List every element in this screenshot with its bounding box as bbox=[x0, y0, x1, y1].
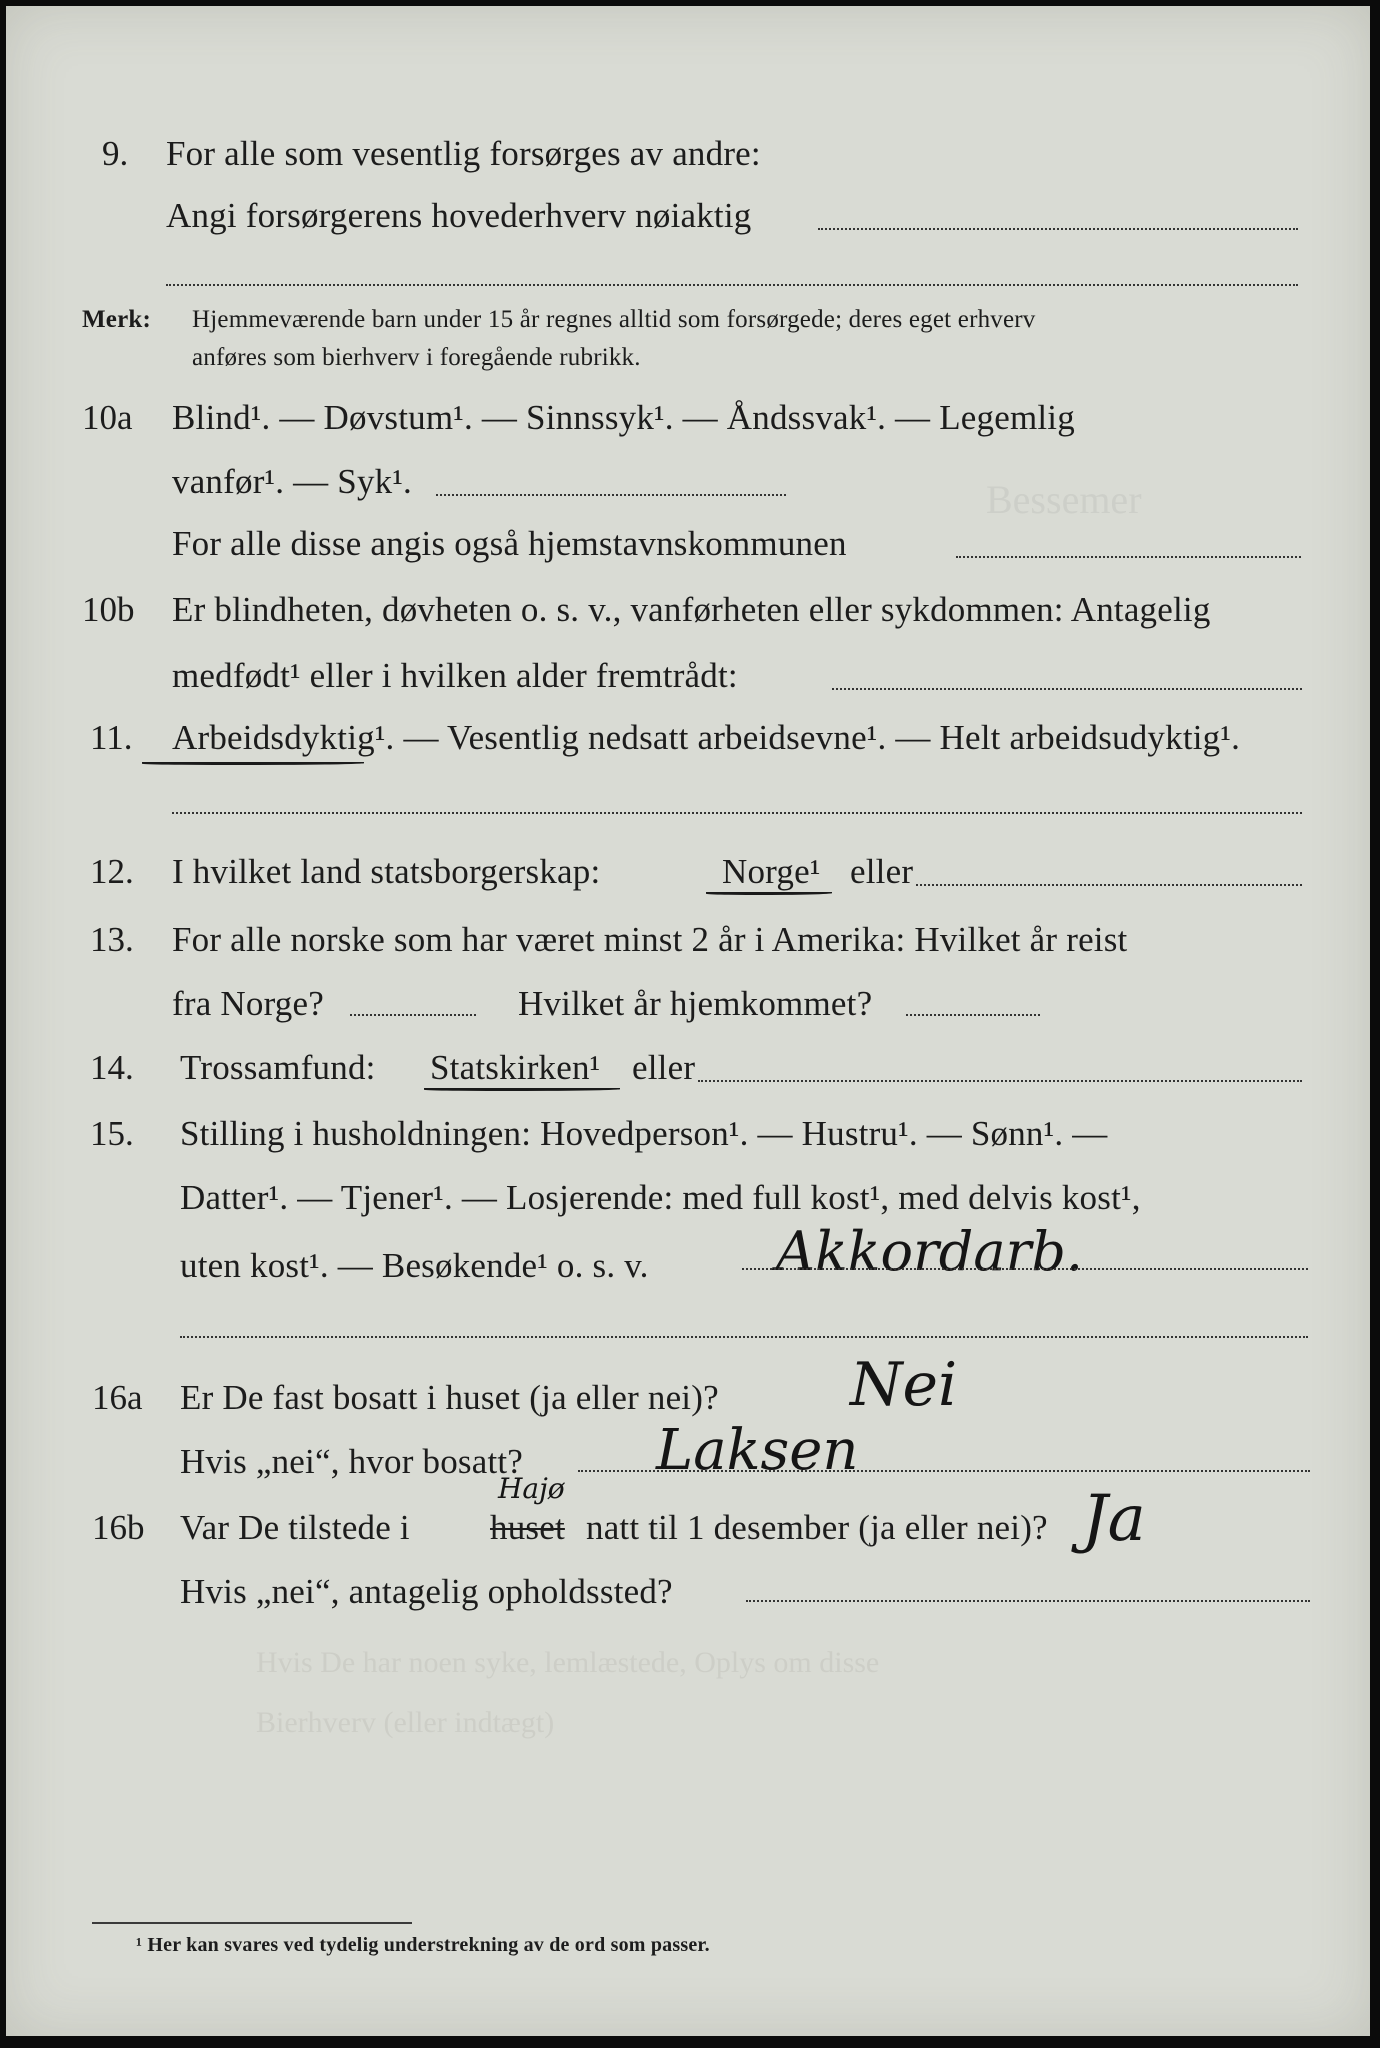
q16b-handwritten-answer1: Ja bbox=[1082, 1482, 1146, 1556]
q14-suffix: eller bbox=[632, 1048, 696, 1087]
q9-number: 9. bbox=[102, 134, 129, 173]
q13-line1: For alle norske som har været minst 2 år i Amerika: Hvilket år reist bbox=[172, 920, 1128, 959]
q16a-residence-line[interactable] bbox=[578, 1470, 1310, 1472]
q15-line1: Stilling i husholdningen: Hovedperson¹. — Hustru¹. — Sønn¹. — bbox=[180, 1114, 1108, 1153]
q10a-line2: vanfør¹. — Syk¹. bbox=[172, 462, 412, 501]
q11-line1: Arbeidsdyktig¹. — Vesentlig nedsatt arbeidsevne¹. — Helt arbeidsudyktig¹. bbox=[172, 718, 1241, 757]
q15-number: 15. bbox=[90, 1114, 134, 1153]
q16a-handwritten-answer2: Laksen bbox=[656, 1418, 859, 1483]
q15-answer-line-2[interactable] bbox=[180, 1336, 1308, 1338]
q10b-answer-line[interactable] bbox=[832, 688, 1302, 690]
q16b-handwritten-insert: Hajø bbox=[498, 1472, 565, 1505]
q10b-line2: medfødt¹ eller i hvilken alder fremtrådt: bbox=[172, 656, 738, 695]
q16b-number: 16b bbox=[92, 1508, 145, 1547]
q13-number: 13. bbox=[90, 920, 134, 959]
q10a-line3: For alle disse angis også hjemstavnskommunen bbox=[172, 524, 847, 563]
merk-label: Merk: bbox=[82, 306, 152, 333]
q13-returned-year-line[interactable] bbox=[906, 1014, 1040, 1016]
q10a-line1: Blind¹. — Døvstum¹. — Sinnssyk¹. — Åndssvak¹. — Legemlig bbox=[172, 398, 1075, 437]
q10b-line1: Er blindheten, døvheten o. s. v., vanførheten eller sykdommen: Antagelig bbox=[172, 590, 1211, 629]
q13-line2b: Hvilket år hjemkommet? bbox=[518, 984, 873, 1023]
q14-handwritten-underline bbox=[424, 1088, 620, 1091]
q15-line2: Datter¹. — Tjener¹. — Losjerende: med full kost¹, med delvis kost¹, bbox=[180, 1178, 1141, 1217]
q16a-line1: Er De fast bosatt i huset (ja eller nei)? bbox=[180, 1378, 719, 1417]
q9-line1: For alle som vesentlig forsørges av andre: bbox=[166, 134, 761, 173]
q12-number: 12. bbox=[90, 852, 134, 891]
q13-line2a: fra Norge? bbox=[172, 984, 324, 1023]
q9-answer-line-2[interactable] bbox=[166, 284, 1298, 286]
q11-handwritten-underline bbox=[142, 762, 364, 765]
q14-text: Trossamfund: bbox=[180, 1048, 376, 1087]
q15-handwritten-answer: Akkordarb. bbox=[776, 1220, 1084, 1283]
q11-number: 11. bbox=[90, 718, 133, 757]
q10a-home-municipality-line[interactable] bbox=[956, 556, 1301, 558]
q16b-line1b: natt til 1 desember (ja eller nei)? bbox=[586, 1508, 1048, 1547]
q14-answer-line[interactable] bbox=[698, 1080, 1302, 1082]
q16b-line2: Hvis „nei“, antagelig opholdssted? bbox=[180, 1572, 673, 1611]
q12-answer-line[interactable] bbox=[916, 884, 1302, 886]
q16b-whereabouts-line[interactable] bbox=[746, 1600, 1310, 1602]
footnote-rule bbox=[92, 1922, 412, 1924]
q16b-line1a: Var De tilstede i bbox=[180, 1508, 410, 1547]
q9-line2: Angi forsørgerens hovederhverv nøiaktig bbox=[166, 196, 752, 235]
q12-text: I hvilket land statsborgerskap: bbox=[172, 852, 601, 891]
q12-option-norge[interactable]: Norge¹ bbox=[722, 852, 821, 891]
q14-option-statskirken[interactable]: Statskirken¹ bbox=[430, 1048, 601, 1087]
q12-handwritten-underline bbox=[706, 892, 832, 895]
footnote-text: ¹ Her kan svares ved tydelig understrekning av de ord som passer. bbox=[136, 1934, 710, 1956]
q16a-handwritten-answer1: Nei bbox=[850, 1350, 958, 1420]
q10b-number: 10b bbox=[82, 590, 135, 629]
q15-answer-line[interactable] bbox=[742, 1268, 1308, 1270]
q13-left-year-line[interactable] bbox=[350, 1014, 476, 1016]
q16b-struck-word: huset bbox=[490, 1508, 565, 1547]
q12-suffix: eller bbox=[850, 852, 914, 891]
q9-answer-line[interactable] bbox=[818, 228, 1298, 230]
merk-line2: anføres som bierhverv i foregående rubrikk. bbox=[192, 344, 641, 371]
q10a-answer-line[interactable] bbox=[436, 494, 786, 496]
q15-line3: uten kost¹. — Besøkende¹ o. s. v. bbox=[180, 1246, 649, 1285]
q16a-number: 16a bbox=[92, 1378, 143, 1417]
q14-number: 14. bbox=[90, 1048, 134, 1087]
merk-line1: Hjemmeværende barn under 15 år regnes alltid som forsørgede; deres eget erhverv bbox=[192, 306, 1036, 333]
q16a-line2: Hvis „nei“, hvor bosatt? bbox=[180, 1442, 524, 1481]
q10a-number: 10a bbox=[82, 398, 133, 437]
census-form-page: Bessemer Hvis De har noen syke, lemlæstede, Oplys om disse Bierhverv (eller indtægt) 9. For alle som vesentlig forsørges av andre: Angi forsørgerens hovederhverv nøiaktig Merk: Hjemmeværende barn under 15 år regnes alltid som forsørgede; deres eget erhverv anføres som bierhverv i foregående rubrikk. 10a Blind¹. — Døvstum¹. — Sinnssyk¹. — Åndssvak¹. — Legemlig vanfør¹. — Syk¹. For alle disse angis også hjemstavnskommunen 10b Er blindheten, døvheten o. s. v., vanførheten eller sykdommen: Antagelig medfødt¹ eller i hvilken alder fremtrådt: 11. Arbeidsdyktig¹. — Vesentlig nedsatt arbeidsevne¹. — Helt arbeidsudyktig¹. 12. I hvilket land statsborgerskap: Norge¹ eller 13. For alle norske som har været minst 2 år i Amerika: Hvilket år reist fra Norge? Hvilket år hjemkommet? 14. Trossamfund: Statskirken¹ eller 15. Stilling i husholdningen: Hovedperson¹. — Hustru¹. — Sønn¹. — Datter¹. — Tjener¹. — Losjerende: med full kost¹, med delvis kost¹, uten kost¹. — Besøkende¹ o. s. v. Akkordarb. 16a Er De fast bosatt i huset (ja eller nei)? Nei Hvis „nei“, hvor bosatt? Laksen 16b Var De tilstede i huset Hajø natt til 1 desember (ja eller nei)? Ja Hvis „nei“, antagelig opholdssted? ¹ Her kan svares ved tydelig understrekning av de ord som passer. bbox=[6, 6, 1370, 2036]
q11-answer-line[interactable] bbox=[172, 812, 1302, 814]
